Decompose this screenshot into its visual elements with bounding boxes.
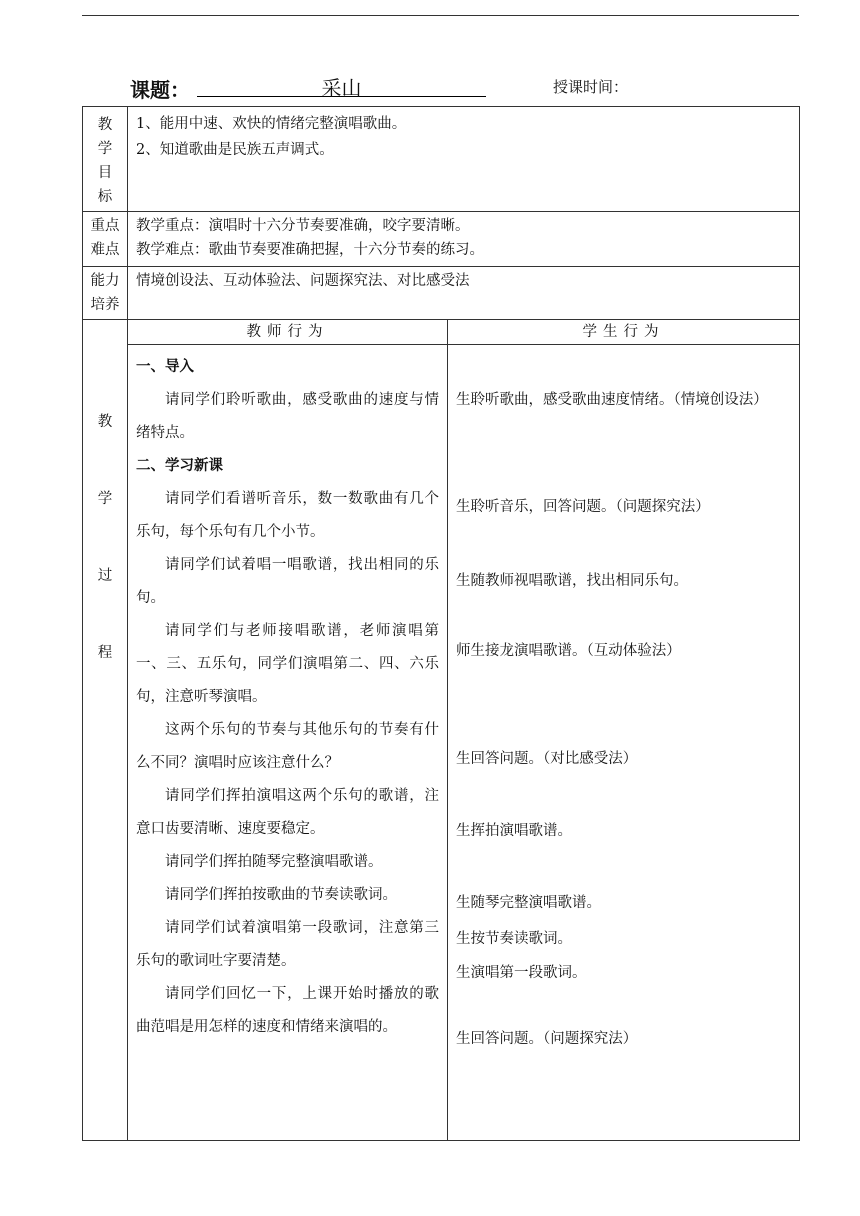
teacher-para: 请同学们聆听歌曲，感受歌曲的速度与情绪特点。	[136, 392, 439, 441]
goal-item: 1、能用中速、欢快的情绪完整演唱歌曲。	[136, 116, 407, 132]
key-point-item: 教学重点：演唱时十六分节奏要准确，咬字要清晰。	[136, 218, 470, 234]
key-point-item: 教学难点：歌曲节奏要准确把握，十六分节奏的练习。	[136, 242, 484, 258]
goals-label: 教 学 目 标	[83, 107, 128, 212]
section-title: 一、导入	[136, 359, 194, 375]
student-item: 师生接龙演唱歌谱。（互动体验法）	[456, 643, 681, 659]
key-points-row	[83, 212, 800, 267]
teacher-para: 这两个乐句的节奏与其他乐句的节奏有什么不同？演唱时应该注意什么？	[136, 722, 439, 771]
lesson-title: 采山	[321, 76, 362, 100]
teacher-para: 请同学们试着唱一唱歌谱，找出相同的乐句。	[136, 557, 439, 606]
top-rule	[82, 15, 799, 16]
process-header-row	[83, 320, 800, 345]
ability-content: 情境创设法、互动体验法、问题探究法、对比感受法	[128, 267, 800, 320]
teacher-para: 请同学们挥拍演唱这两个乐句的歌谱，注意口齿要清晰、速度要稳定。	[136, 788, 439, 837]
ability-label: 能力 培养	[83, 267, 128, 320]
student-item: 生回答问题。（对比感受法）	[456, 751, 638, 767]
title-row	[130, 74, 810, 104]
student-item: 生随琴完整演唱歌谱。	[456, 895, 601, 911]
time-label: 授课时间：	[553, 78, 629, 96]
teacher-header: 教师行为	[128, 320, 448, 345]
teacher-para: 请同学们挥拍按歌曲的节奏读歌词。	[165, 887, 397, 903]
process-label: 教 学 过 程	[83, 320, 128, 1141]
teacher-para: 请同学们试着演唱第一段歌词，注意第三乐句的歌词吐字要清楚。	[136, 920, 439, 969]
process-content-row	[83, 345, 800, 1141]
title-label: 课题：	[130, 78, 190, 102]
goals-content	[128, 107, 800, 212]
teacher-para: 请同学们挥拍随琴完整演唱歌谱。	[165, 854, 383, 870]
teacher-para: 请同学们看谱听音乐，数一数歌曲有几个乐句，每个乐句有几个小节。	[136, 491, 439, 540]
key-points-label: 重点 难点	[83, 212, 128, 267]
goal-item: 2、知道歌曲是民族五声调式。	[136, 142, 334, 158]
student-item: 生演唱第一段歌词。	[456, 965, 587, 981]
goals-row	[83, 107, 800, 212]
student-actions	[448, 345, 800, 1141]
key-points-content	[128, 212, 800, 267]
lesson-plan-table	[82, 106, 800, 1141]
student-header: 学生行为	[448, 320, 800, 345]
ability-row	[83, 267, 800, 320]
student-item: 生聆听歌曲，感受歌曲速度情绪。（情境创设法）	[456, 392, 768, 408]
teacher-para: 请同学们与老师接唱歌谱，老师演唱第一、三、五乐句，同学们演唱第二、四、六乐句，注意听琴演唱。	[136, 623, 439, 705]
student-item: 生回答问题。（问题探究法）	[456, 1031, 638, 1047]
student-item: 生随教师视唱歌谱，找出相同乐句。	[456, 573, 688, 589]
student-item: 生挥拍演唱歌谱。	[456, 823, 572, 839]
section-title: 二、学习新课	[136, 458, 223, 474]
student-item: 生按节奏读歌词。	[456, 931, 572, 947]
teacher-actions	[128, 345, 448, 1141]
teacher-para: 请同学们回忆一下，上课开始时播放的歌曲范唱是用怎样的速度和情绪来演唱的。	[136, 986, 439, 1035]
student-item: 生聆听音乐，回答问题。（问题探究法）	[456, 499, 710, 515]
